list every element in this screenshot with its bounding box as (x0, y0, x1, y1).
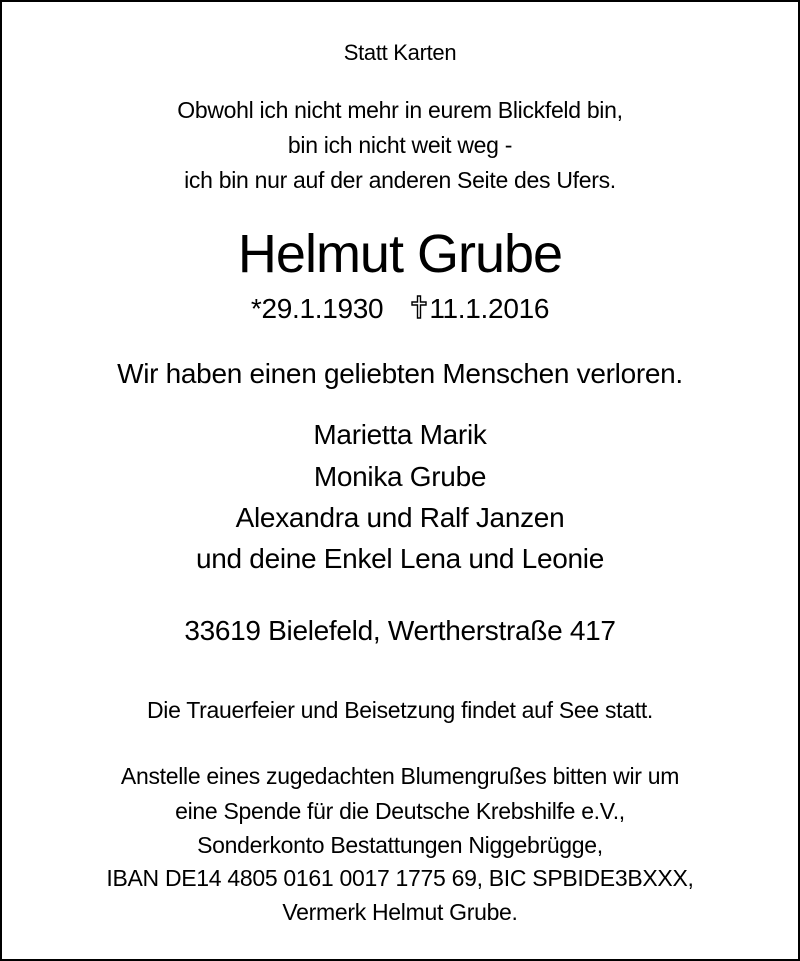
birth-symbol: * (250, 293, 262, 324)
donation-line-2: eine Spende für die Deutsche Krebshilfe e.V., (175, 798, 625, 824)
mourner-3: Alexandra und Ralf Janzen (235, 502, 565, 533)
cross-icon (411, 294, 427, 326)
poem-line-1: Obwohl ich nicht mehr in eurem Blickfeld bin, (177, 97, 623, 123)
donation-line-1: Anstelle eines zugedachten Blumengrußes bitten wir um (120, 763, 680, 789)
funeral-note: Die Trauerfeier und Beisetzung findet auf See statt. (146, 697, 654, 723)
statt-karten-heading: Statt Karten (343, 40, 457, 65)
donation-line-4: IBAN DE14 4805 0161 0017 1775 69, BIC SPBIDE3BXXX, (106, 865, 694, 891)
death-date: 11.1.2016 (429, 293, 550, 324)
mourner-4: und deine Enkel Lena und Leonie (196, 543, 604, 574)
mourner-1: Marietta Marik (313, 419, 487, 450)
poem-line-2: bin ich nicht weit weg - (287, 132, 513, 158)
life-dates (0, 293, 800, 326)
loss-statement: Wir haben einen geliebten Menschen verloren. (117, 358, 683, 389)
poem-line-3: ich bin nur auf der anderen Seite des Ufers. (184, 167, 616, 193)
donation-line-5: Vermerk Helmut Grube. (282, 899, 518, 925)
address: 33619 Bielefeld, Wertherstraße 417 (184, 615, 616, 646)
mourner-2: Monika Grube (313, 461, 487, 492)
birth-date: 29.1.1930 (261, 293, 384, 324)
deceased-name: Helmut Grube (237, 224, 563, 284)
donation-line-3: Sonderkonto Bestattungen Niggebrügge, (197, 832, 603, 858)
